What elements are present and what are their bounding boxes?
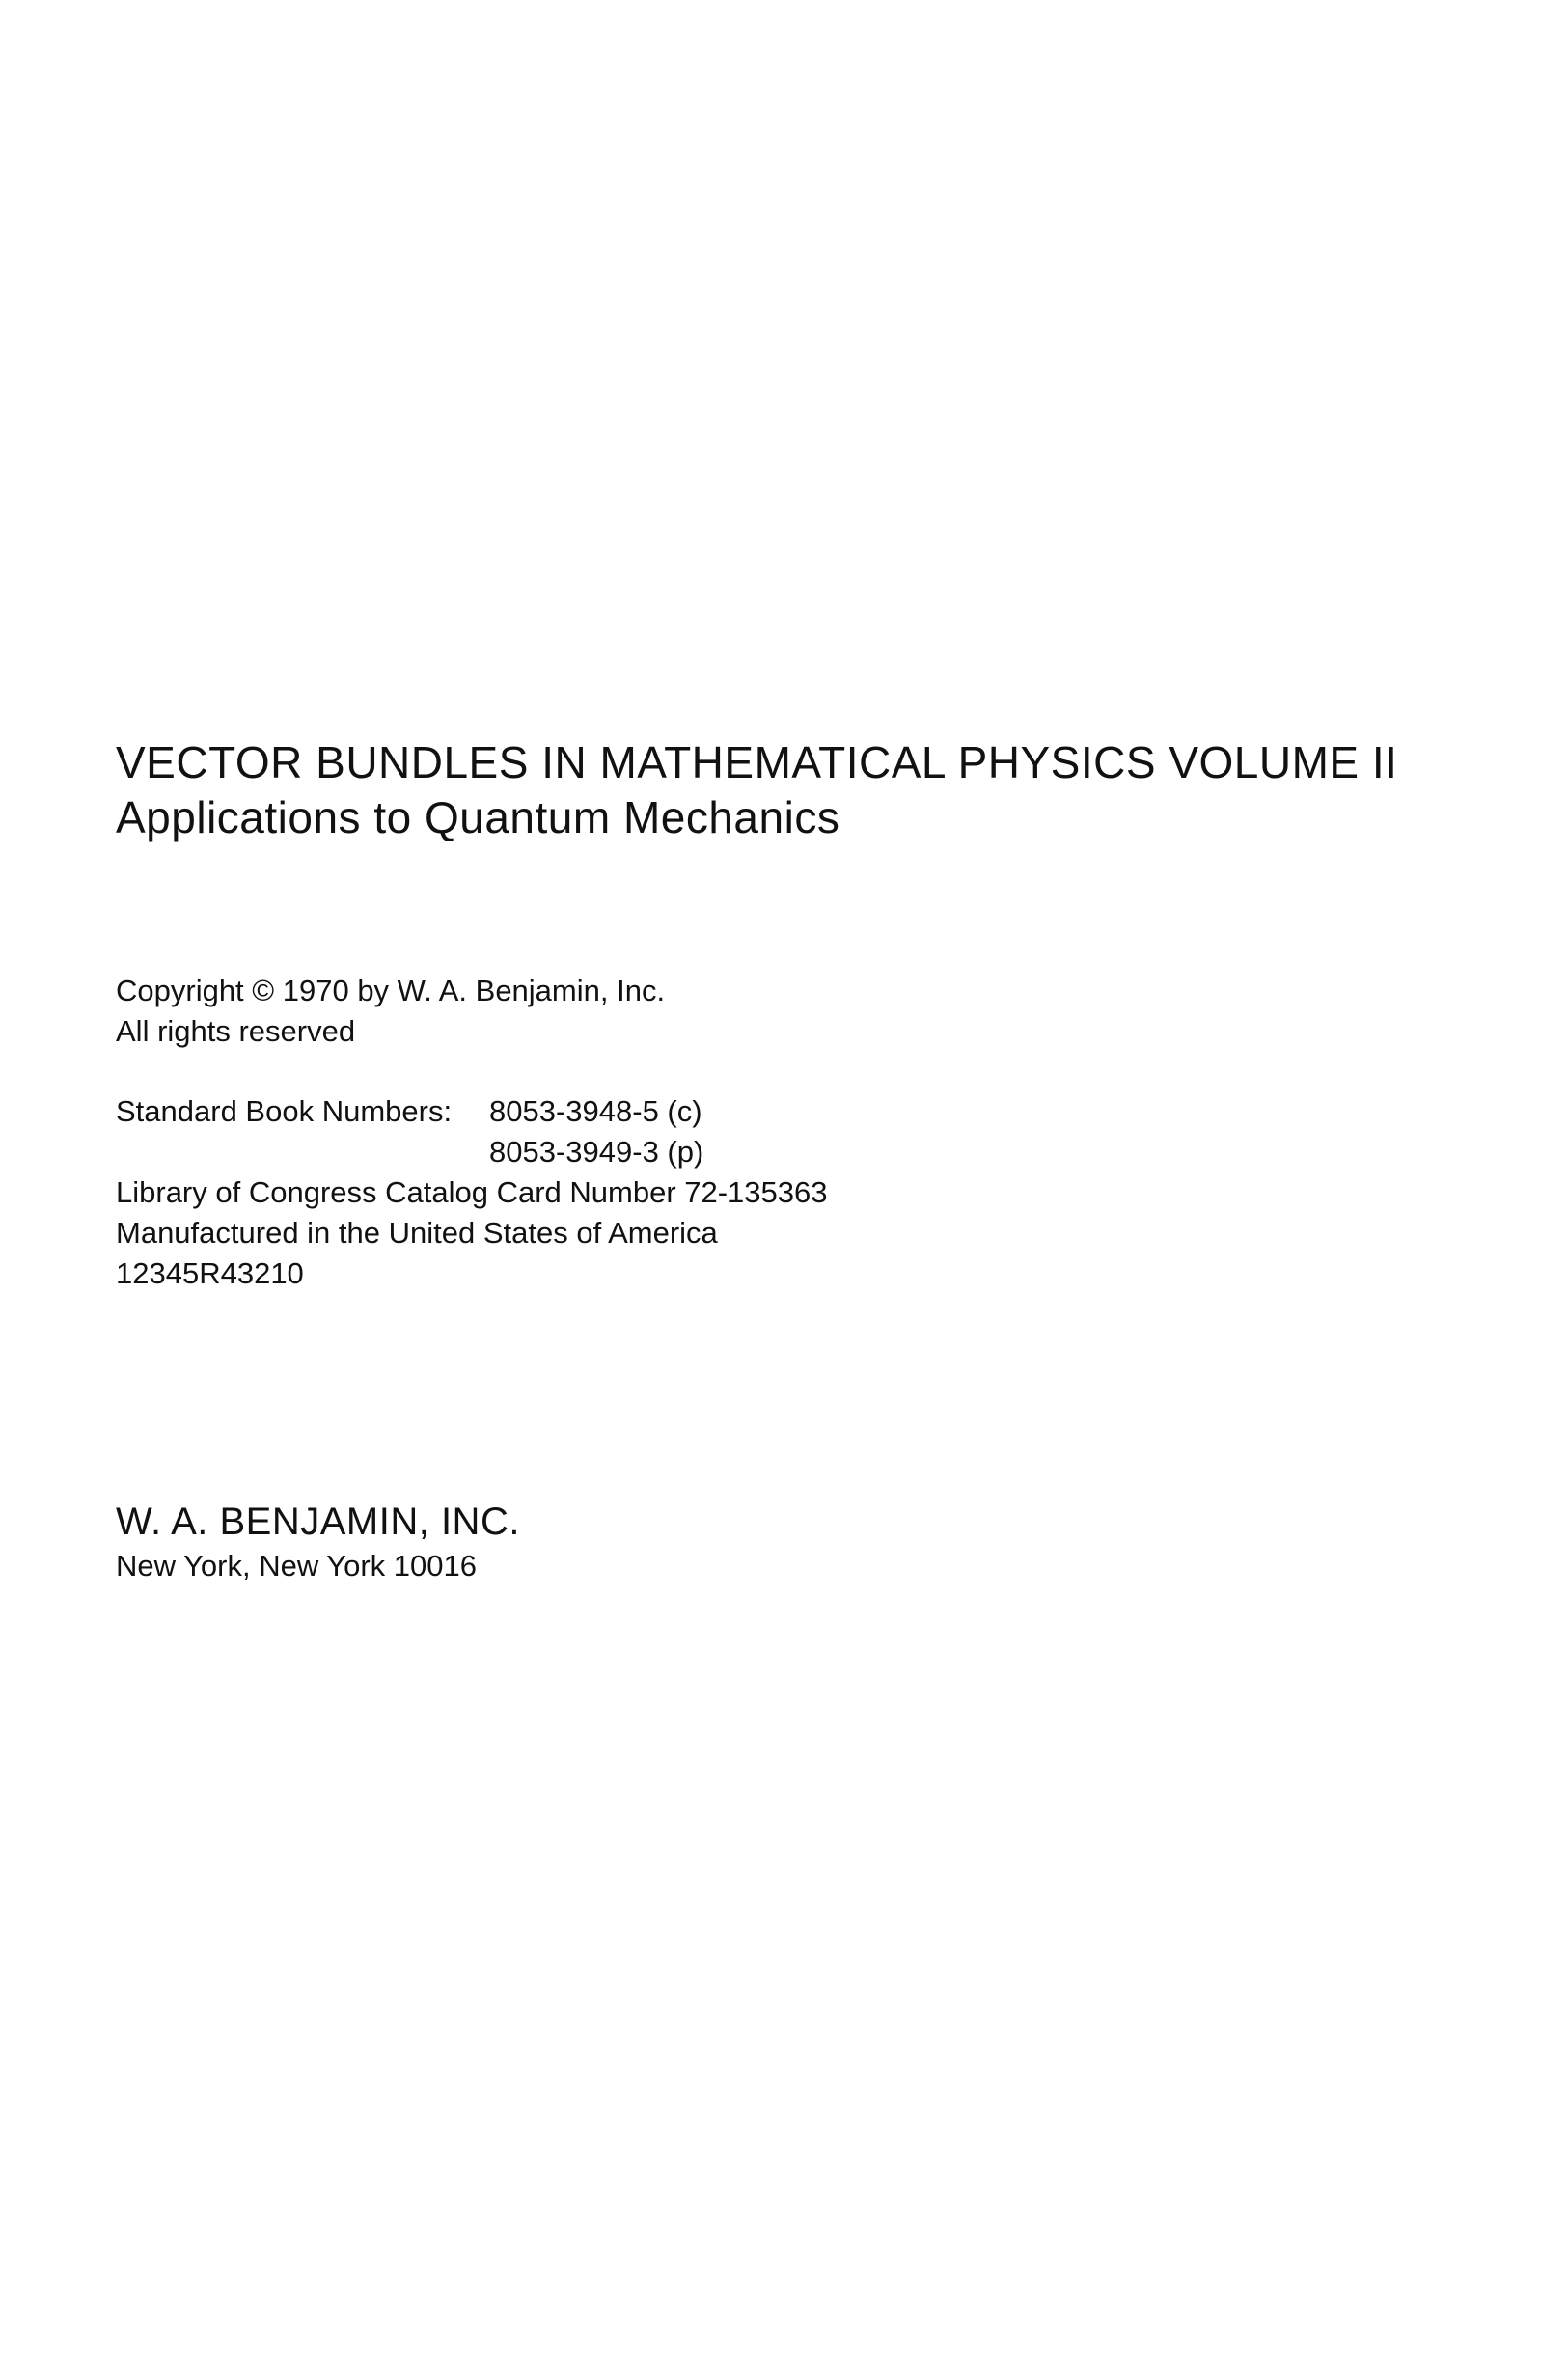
book-title: VECTOR BUNDLES IN MATHEMATICAL PHYSICS VOLUME II: [116, 737, 1398, 787]
isbn-label: Standard Book Numbers:: [116, 1094, 453, 1128]
title-block: [116, 735, 1515, 845]
manufactured-line: Manufactured in the United States of America: [116, 1216, 718, 1250]
copyright-notice: [116, 971, 665, 1052]
book-subtitle: Applications to Quantum Mechanics: [116, 792, 840, 842]
publisher-name: W. A. BENJAMIN, INC.: [116, 1501, 520, 1543]
isbn-row-cloth: [116, 1091, 828, 1132]
catalog-info: [116, 1091, 828, 1294]
printing-code: 12345R43210: [116, 1256, 304, 1290]
copyright-line: Copyright © 1970 by W. A. Benjamin, Inc.: [116, 974, 666, 1007]
publisher-city: New York, New York 10016: [116, 1549, 477, 1583]
isbn-indent: [116, 1132, 489, 1172]
isbn-paper: 8053-3949-3 (p): [489, 1135, 704, 1169]
publisher-block: [116, 1498, 520, 1586]
isbn-row-paper: [116, 1132, 828, 1172]
lccn: Library of Congress Catalog Card Number 72-135363: [116, 1175, 828, 1209]
rights-reserved: All rights reserved: [116, 1014, 356, 1048]
isbn-cloth: 8053-3948-5 (c): [489, 1094, 702, 1128]
